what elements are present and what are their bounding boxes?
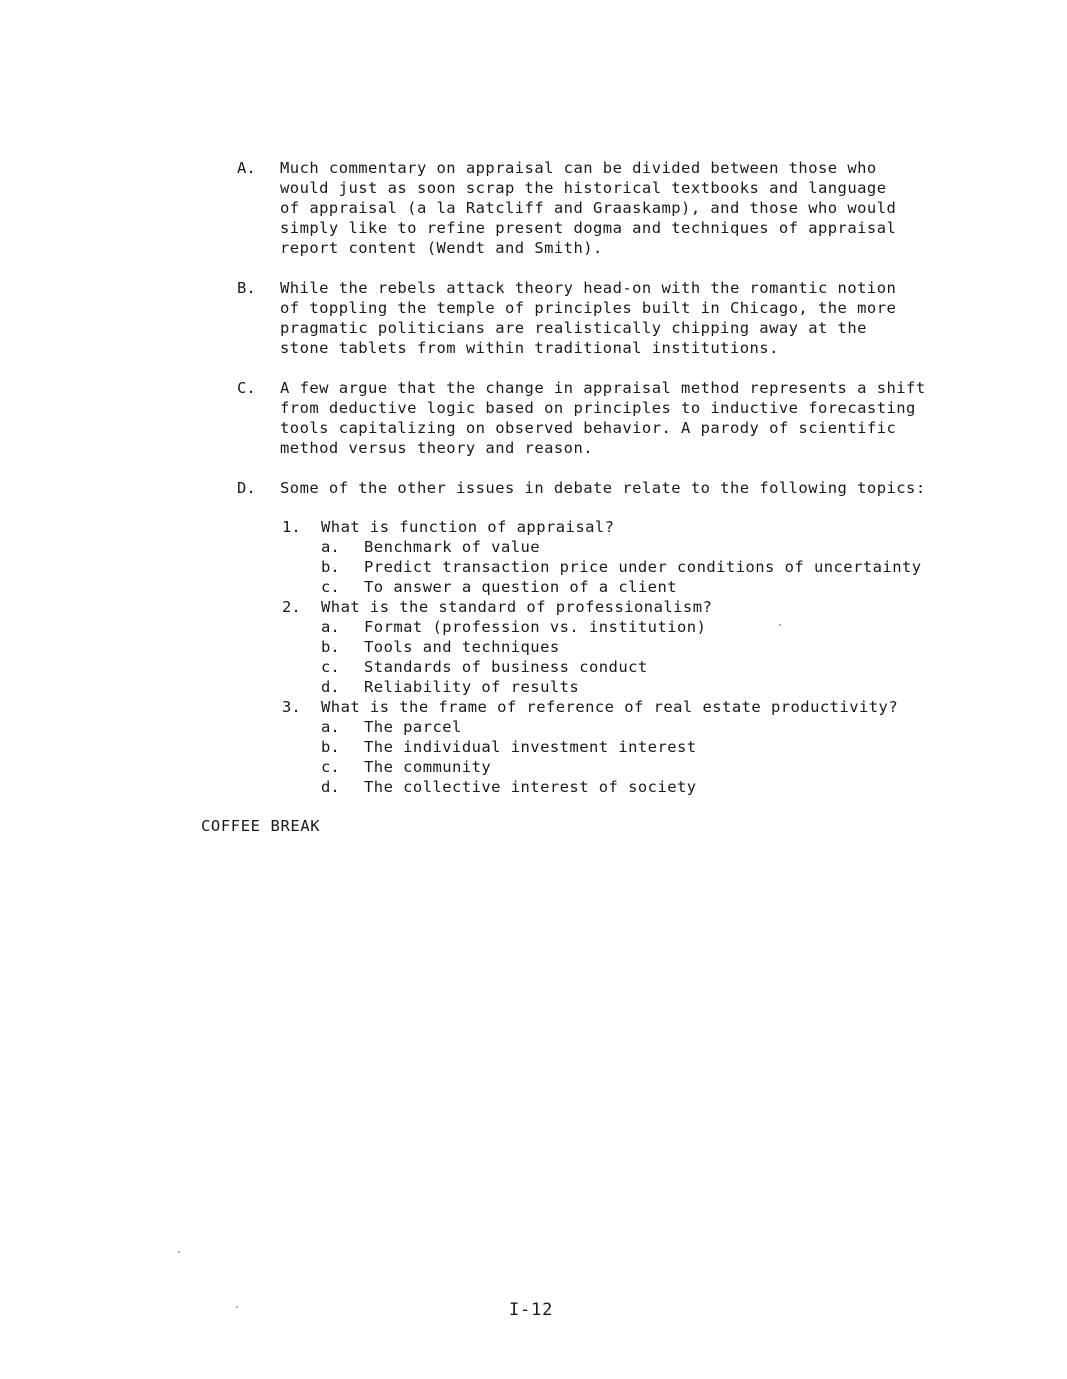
topic-3 (282, 697, 982, 797)
item-letter: d. (321, 678, 340, 696)
section-b (237, 278, 997, 358)
topic-question: What is the standard of professionalism? (321, 598, 713, 616)
item-text: The parcel (364, 718, 462, 736)
list-item (282, 557, 982, 577)
section-paragraph: Some of the other issues in debate relate to the following topics: (280, 479, 926, 497)
item-letter: a. (321, 718, 340, 736)
list-item (282, 577, 982, 597)
item-letter: c. (321, 758, 340, 776)
topic-number: 3. (282, 698, 301, 716)
item-letter: b. (321, 738, 340, 756)
section-paragraph: Much commentary on appraisal can be divided between those who would just as soon scrap the historical textbooks and language of appraisal (a la Ratcliff and Graaskamp), and those who would simply like to refine present dogma and techniques of appraisal report content (Wendt and Smith). (280, 159, 897, 257)
item-letter: c. (321, 578, 340, 596)
item-text: Tools and techniques (364, 638, 560, 656)
item-letter: a. (321, 618, 340, 636)
section-a (237, 158, 997, 258)
topic-number: 2. (282, 598, 301, 616)
coffee-break-note: COFFEE BREAK (201, 817, 321, 835)
section-paragraph: While the rebels attack theory head-on with the romantic notion of toppling the temple of principles built in Chicago, the more pragmatic politicians are realistically chipping away at the stone tablets from within traditional institutions. (280, 279, 897, 357)
topic-question: What is function of appraisal? (321, 518, 615, 536)
topic-question: What is the frame of reference of real estate productivity? (321, 698, 899, 716)
section-d (237, 478, 997, 498)
topic-list (282, 517, 982, 797)
item-text: Benchmark of value (364, 538, 541, 556)
item-text: Reliability of results (364, 678, 580, 696)
item-text: Standards of business conduct (364, 658, 648, 676)
section-c (237, 378, 997, 458)
section-paragraph: A few argue that the change in appraisal method represents a shift from deductive logic based on principles to inductive forecasting tools capitalizing on observed behavior. A parody of scientific method versus theory and reason. (280, 379, 926, 457)
section-label: D. (237, 479, 256, 497)
list-item (282, 777, 982, 797)
list-item (282, 657, 982, 677)
item-letter: a. (321, 538, 340, 556)
item-letter: b. (321, 558, 340, 576)
topic-1 (282, 517, 982, 597)
item-text: The community (364, 758, 492, 776)
item-text: To answer a question of a client (364, 578, 678, 596)
scan-speck (178, 1251, 180, 1253)
scan-speck (236, 1306, 238, 1308)
item-text: Predict transaction price under conditions of uncertainty (364, 558, 922, 576)
scan-speck (779, 624, 781, 626)
section-label: B. (237, 279, 256, 297)
list-item (282, 717, 982, 737)
item-letter: d. (321, 778, 340, 796)
list-item (282, 737, 982, 757)
list-item (282, 677, 982, 697)
list-item (282, 537, 982, 557)
section-label: C. (237, 379, 256, 397)
list-item (282, 637, 982, 657)
item-text: The collective interest of society (364, 778, 697, 796)
item-text: The individual investment interest (364, 738, 697, 756)
list-item (282, 617, 982, 637)
page-number: I-12 (509, 1300, 554, 1320)
list-item (282, 757, 982, 777)
item-text: Format (profession vs. institution) (364, 618, 707, 636)
item-letter: c. (321, 658, 340, 676)
topic-2 (282, 597, 982, 697)
topic-number: 1. (282, 518, 301, 536)
item-letter: b. (321, 638, 340, 656)
section-label: A. (237, 159, 256, 177)
